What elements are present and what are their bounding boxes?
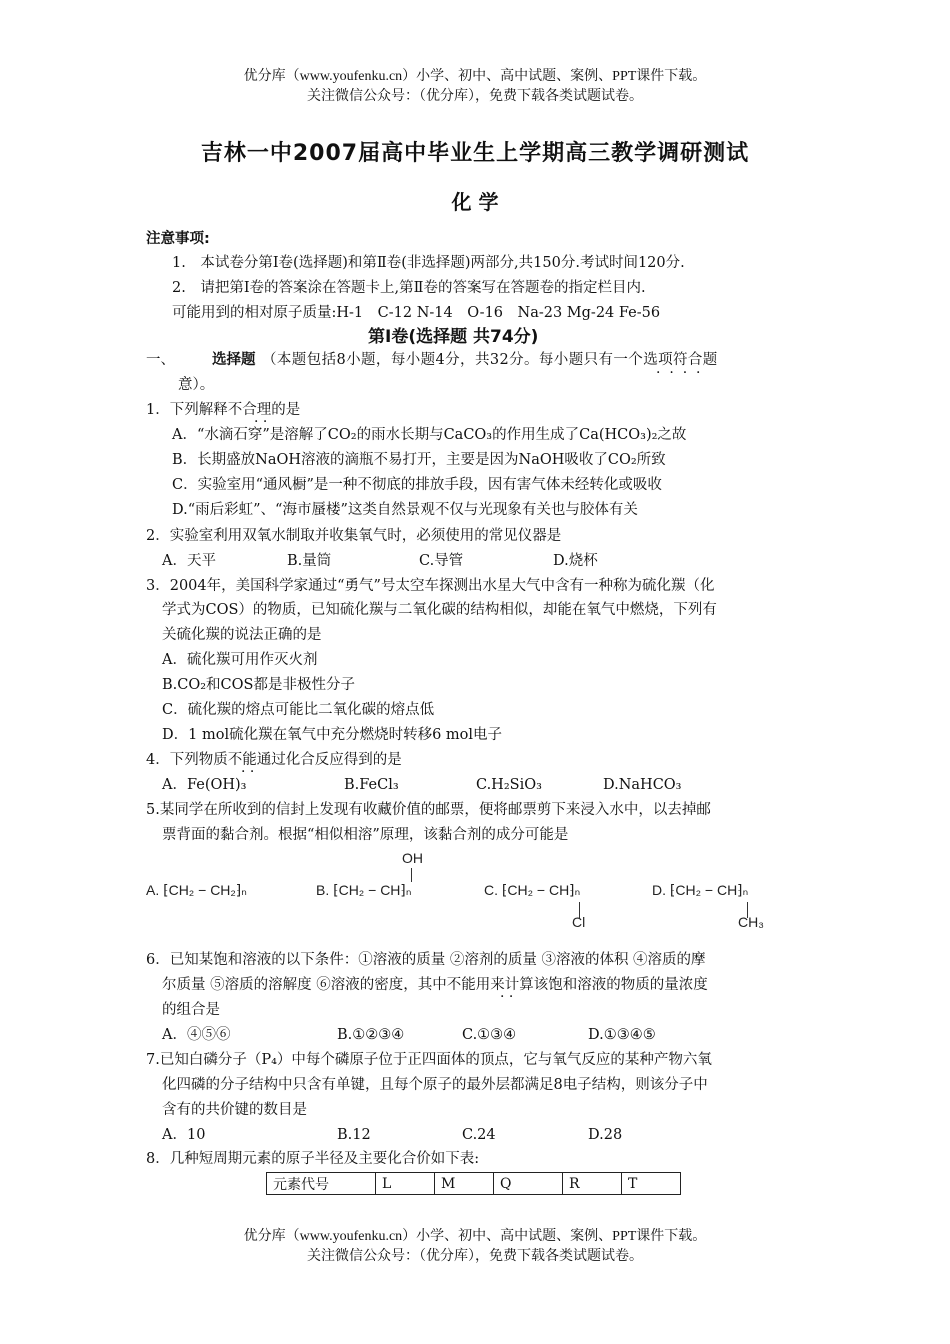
- header-line-2: 关注微信公众号：（优分库），免费下载各类试题试卷。: [307, 89, 643, 104]
- q2-stem: 2．实验室利用双氧水制取并收集氧气时，必须使用的常见仪器是: [146, 528, 562, 544]
- q1-option-a: A．“水滴石穿”是溶解了CO₂的雨水长期与CaCO₃的作用生成了Ca(HCO₃)₂之故: [172, 427, 687, 443]
- substituent-label: OH: [402, 850, 423, 866]
- q6-option-d: D.①③④⑤: [588, 1027, 656, 1043]
- q6-stem-line-2: 尔质量 ⑤溶质的溶解度 ⑥溶液的密度，其中不能用来计算该饱和溶液的物质的量浓度: [162, 977, 708, 993]
- q3-option-d: D．1 mol硫化羰在氧气中充分燃烧时转移6 mol电子: [162, 727, 503, 743]
- notice-heading: 注意事项:: [146, 231, 210, 247]
- table-cell: Q: [494, 1173, 563, 1195]
- q1-option-d: D.“雨后彩虹”、“海市蜃楼”这类自然景观不仅与光现象有关也与胶体有关: [172, 502, 638, 518]
- substituent-label: Cl: [572, 914, 586, 930]
- q8-stem: 8．几种短周期元素的原子半径及主要化合价如下表:: [146, 1151, 480, 1167]
- q3-option-c: C．硫化羰的熔点可能比二氧化碳的熔点低: [162, 702, 435, 718]
- atomic-mass-line: 可能用到的相对原子质量:H-1 C-12 N-14 O-16 Na-23 Mg-24 Fe-56: [172, 305, 661, 321]
- part-description: （本题包括8小题，每小题4分，共32分。每小题只有一个选项符合题: [262, 352, 718, 368]
- q3-option-a: A．硫化羰可用作灭火剂: [162, 652, 318, 668]
- table-cell: R: [563, 1173, 622, 1195]
- q2-option-b: B.量筒: [287, 553, 332, 569]
- q1-stem: 1．下列解释不合理的是: [146, 402, 301, 418]
- q7-stem-line-1: 7.已知白磷分子（P₄）中每个磷原子位于正四面体的顶点，它与氧气反应的某种产物六氧: [146, 1052, 712, 1068]
- emphasis-dots: · · · ·: [656, 365, 701, 381]
- polymer-formula: A. ⁅CH₂ − CH₂⁆ₙ: [146, 882, 247, 898]
- q2-option-d: D.烧杯: [553, 553, 598, 569]
- q7-option-b: B.12: [337, 1127, 371, 1143]
- subject-title: 化 学: [451, 190, 499, 214]
- section-1-title: 第Ⅰ卷(选择题 共74分): [368, 327, 539, 347]
- bond-line: [411, 868, 412, 882]
- q3-option-b: B.CO₂和COS都是非极性分子: [162, 677, 355, 693]
- q4-option-b: B.FeCl₃: [344, 777, 399, 793]
- q5-option-c: [484, 852, 644, 932]
- footer-line-1: 优分库（www.youfenku.cn）小学、初中、高中试题、案例、PPT课件下载。: [243, 1229, 707, 1244]
- table-row: [267, 1173, 681, 1195]
- q5-option-a: [146, 852, 306, 932]
- polymer-formula: B. ⁅CH₂ − CH⁆ₙ: [316, 882, 412, 898]
- q2-option-a: A．天平: [162, 553, 216, 569]
- part-number: 一、: [146, 352, 175, 368]
- exam-title: 吉林一中2007届高中毕业生上学期高三教学调研测试: [200, 141, 750, 166]
- header-line-1: 优分库（www.youfenku.cn）小学、初中、高中试题、案例、PPT课件下载。: [243, 69, 707, 84]
- q6-stem-line-3: 的组合是: [162, 1002, 220, 1018]
- q7-stem-line-2: 化四磷的分子结构中只含有单键，且每个原子的最外层都满足8电子结构，则该分子中: [162, 1077, 708, 1093]
- q4-stem: 4．下列物质不能通过化合反应得到的是: [146, 752, 402, 768]
- emphasis-dots: · ·: [500, 989, 514, 1005]
- part-label: 选择题: [212, 352, 256, 368]
- q6-option-a: A．④⑤⑥: [162, 1027, 231, 1043]
- q5-stem-line-1: 5.某同学在所收到的信封上发现有收藏价值的邮票，便将邮票剪下来浸入水中，以去掉邮: [146, 802, 711, 818]
- table-cell: M: [435, 1173, 494, 1195]
- q5-option-b: [316, 852, 476, 932]
- q4-option-a: A．Fe(OH)₃: [162, 777, 247, 793]
- element-table: [266, 1172, 681, 1195]
- q6-option-c: C.①③④: [462, 1027, 517, 1043]
- q5-stem-line-2: 票背面的黏合剂。根据“相似相溶”原理，该黏合剂的成分可能是: [162, 827, 569, 843]
- part-description-cont: 意）。: [178, 377, 215, 393]
- footer-line-2: 关注微信公众号：（优分库），免费下载各类试题试卷。: [307, 1249, 643, 1264]
- polymer-formula: C. ⁅CH₂ − CH⁆ₙ: [484, 882, 581, 898]
- emphasis-dots: · ·: [241, 764, 255, 780]
- notice-item-1: 1. 本试卷分第Ⅰ卷(选择题)和第Ⅱ卷(非选择题)两部分,共150分.考试时间120分.: [172, 255, 685, 271]
- substituent-label: CH₃: [738, 914, 764, 930]
- q7-option-c: C.24: [462, 1127, 496, 1143]
- q7-stem-line-3: 含有的共价键的数目是: [162, 1102, 307, 1118]
- q6-option-b: B.①②③④: [337, 1027, 405, 1043]
- table-cell: T: [622, 1173, 681, 1195]
- q4-option-d: D.NaHCO₃: [603, 777, 682, 793]
- q3-stem-line-2: 学式为COS）的物质，已知硫化羰与二氧化碳的结构相似，却能在氧气中燃烧，下列有: [162, 602, 717, 618]
- q7-option-a: A．10: [162, 1127, 206, 1143]
- q1-option-c: C．实验室用“通风橱”是一种不彻底的排放手段，因有害气体未经转化或吸收: [172, 477, 662, 493]
- q2-option-c: C.导管: [419, 553, 464, 569]
- q4-option-c: C.H₂SiO₃: [476, 777, 542, 793]
- polymer-formula: D. ⁅CH₂ − CH⁆ₙ: [652, 882, 749, 898]
- emphasis-dots: · ·: [254, 414, 268, 430]
- table-cell: L: [376, 1173, 435, 1195]
- q3-stem-line-1: 3．2004年，美国科学家通过“勇气”号太空车探测出水星大气中含有一种称为硫化羰（化: [146, 578, 715, 594]
- q3-stem-line-3: 关硫化羰的说法正确的是: [162, 627, 322, 643]
- q6-stem-line-1: 6．已知某饱和溶液的以下条件：①溶液的质量 ②溶剂的质量 ③溶液的体积 ④溶质的摩: [146, 952, 706, 968]
- table-cell: 元素代号: [267, 1173, 376, 1195]
- q7-option-d: D.28: [588, 1127, 623, 1143]
- notice-item-2: 2. 请把第Ⅰ卷的答案涂在答题卡上,第Ⅱ卷的答案写在答题卷的指定栏目内.: [172, 280, 646, 296]
- q1-option-b: B．长期盛放NaOH溶液的滴瓶不易打开，主要是因为NaOH吸收了CO₂所致: [172, 452, 666, 468]
- q5-option-d: [652, 852, 812, 932]
